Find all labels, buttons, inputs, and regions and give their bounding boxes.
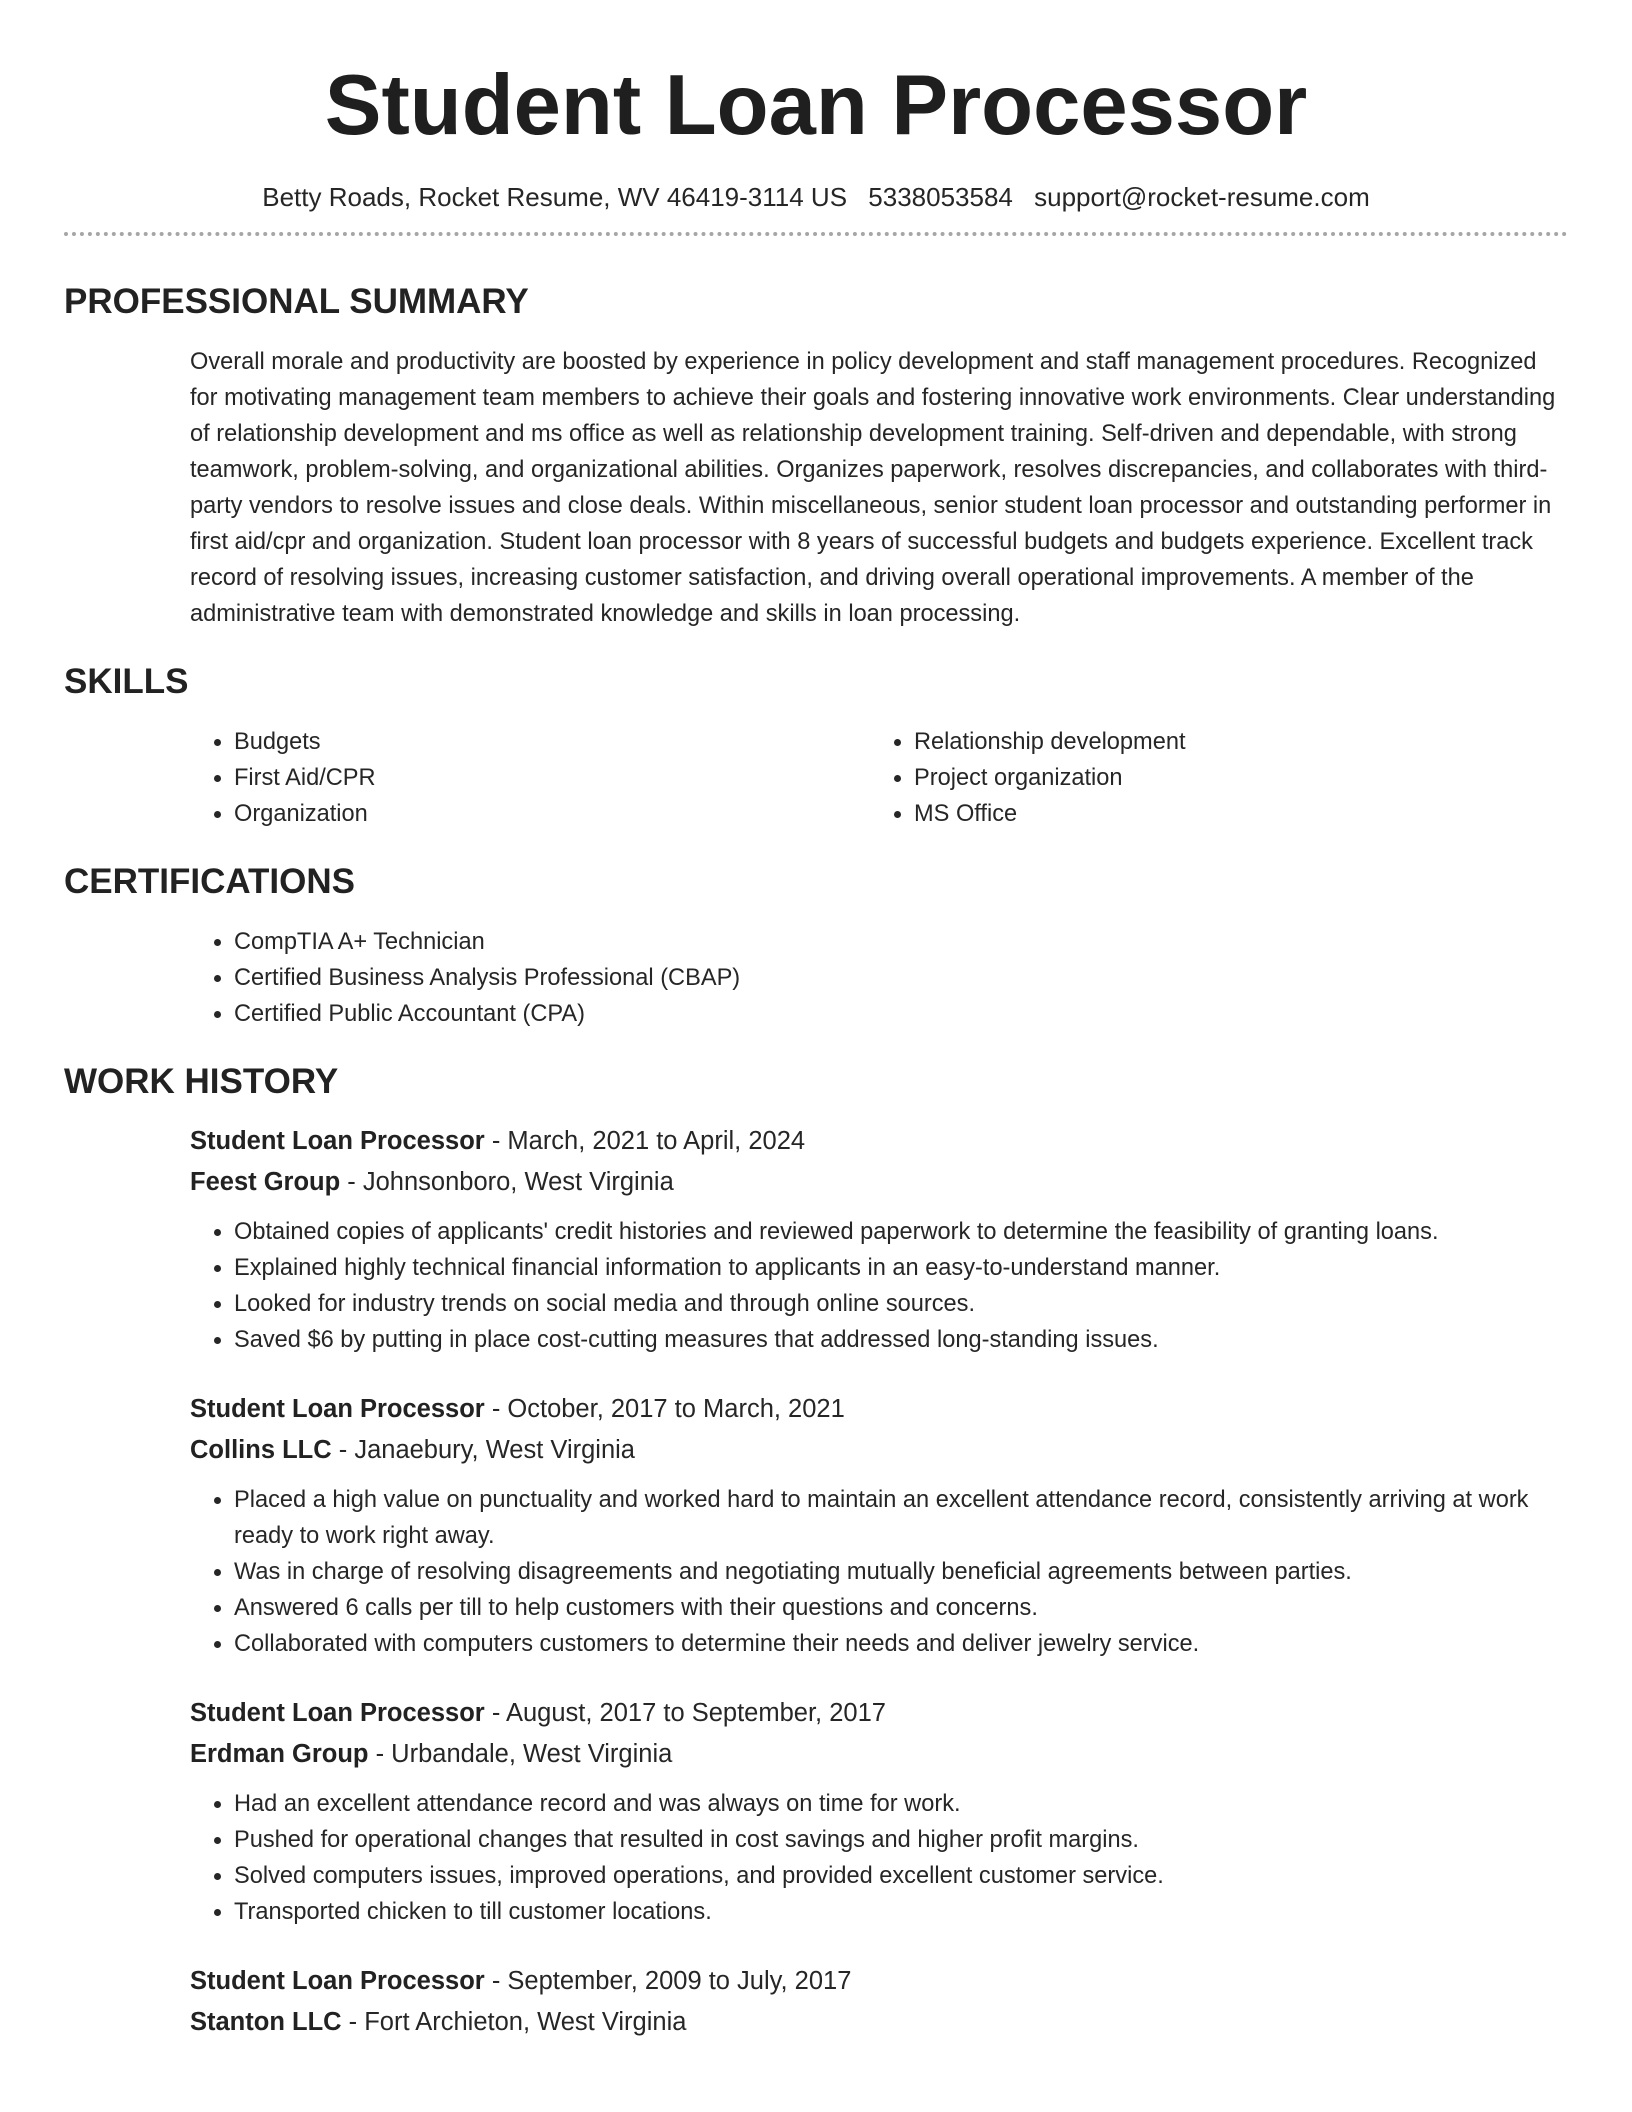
skills-list-right [870,724,1550,832]
job-bullets [190,1214,1568,1358]
header-divider [64,232,1568,236]
job-company-line [190,1432,1568,1468]
certifications-list [190,924,1568,1032]
job-bullet: • Answered 6 calls per till to help customers with their questions and concerns. [234,1590,1568,1626]
skill-item: • MS Office [914,796,1550,832]
certification-item: • Certified Public Accountant (CPA) [234,996,1568,1032]
job-title-line [190,1124,1568,1158]
skills-column-left [190,724,870,832]
certification-item: • Certified Business Analysis Professional (CBAP) [234,960,1568,996]
job-location: - Urbandale, West Virginia [368,1740,673,1768]
summary-text: Overall morale and productivity are boosted by experience in policy development and staff management procedures. Recognized for motivating management team members to achieve their goals and fostering innovative work environments. Clear understanding of relationship development and ms office as well as relationship development training. Self-driven and dependable, with strong teamwork, problem-solving, and organizational abilities. Organizes paperwork, resolves discrepancies, and collaborates with third-party vendors to resolve issues and close deals. Within miscellaneous, senior student loan processor and outstanding performer in first aid/cpr and organization. Student loan processor with 8 years of successful budgets and budgets experience. Excellent track record of resolving issues, increasing customer satisfaction, and driving overall operational improvements. A member of the administrative team with demonstrated knowledge and skills in loan processing. [190,349,1556,627]
work-history-section [64,1060,1568,2040]
job-entry [190,1392,1568,1662]
job-bullet: • Had an excellent attendance record and was always on time for work. [234,1786,1568,1822]
skills-column-right [870,724,1550,832]
contact-address: Betty Roads, Rocket Resume, WV 46419-3114 US [262,182,848,212]
job-dates: - March, 2021 to April, 2024 [484,1127,806,1155]
certifications-section [64,860,1568,1032]
job-company-line [190,1736,1568,1772]
job-bullet: • Saved $6 by putting in place cost-cutting measures that addressed long-standing issues. [234,1322,1568,1358]
certifications-heading: CERTIFICATIONS [64,862,356,901]
job-bullet: • Placed a high value on punctuality and worked hard to maintain an excellent attendance record, consistently arriving at work ready to work right away. [234,1482,1568,1554]
job-title: Student Loan Processor [190,1699,485,1727]
skill-item: • Budgets [234,724,870,760]
job-bullets [190,1482,1568,1662]
job-bullet: • Pushed for operational changes that resulted in cost savings and higher profit margins. [234,1822,1568,1858]
contact-phone: 5338053584 [868,182,1013,212]
resume-name: Student Loan Processor [324,58,1308,153]
job-title: Student Loan Processor [190,1127,485,1155]
certifications-list-wrap [190,924,1568,1032]
work-history-heading: WORK HISTORY [64,1062,339,1101]
job-bullet: • Explained highly technical financial information to applicants in an easy-to-understand manner. [234,1250,1568,1286]
job-bullet: • Collaborated with computers customers to determine their needs and deliver jewelry service. [234,1626,1568,1662]
job-entry [190,1964,1568,2040]
job-title-line [190,1964,1568,1998]
skills-columns [190,724,1568,832]
skill-item: • Project organization [914,760,1550,796]
job-dates: - September, 2009 to July, 2017 [484,1967,852,1995]
job-bullet: • Transported chicken to till customer locations. [234,1894,1568,1930]
job-company: Feest Group [190,1168,341,1196]
skill-item: • Organization [234,796,870,832]
resume-page [64,0,1568,2040]
job-dates: - August, 2017 to September, 2017 [484,1699,886,1727]
job-bullet: • Was in charge of resolving disagreements and negotiating mutually beneficial agreements between parties. [234,1554,1568,1590]
skills-list-left [190,724,870,832]
job-company: Collins LLC [190,1436,332,1464]
job-entry [190,1696,1568,1930]
skill-item: • Relationship development [914,724,1550,760]
job-bullets [190,1786,1568,1930]
job-company: Stanton LLC [190,2008,342,2036]
job-title: Student Loan Processor [190,1395,485,1423]
skills-section [64,660,1568,832]
job-bullet: • Looked for industry trends on social media and through online sources. [234,1286,1568,1322]
job-company: Erdman Group [190,1740,369,1768]
job-location: - Fort Archieton, West Virginia [341,2008,687,2036]
contact-line [64,180,1568,214]
summary-heading: PROFESSIONAL SUMMARY [64,282,529,321]
job-entry [190,1124,1568,1358]
job-company-line [190,1164,1568,1200]
job-location: - Johnsonboro, West Virginia [340,1168,674,1196]
job-dates: - October, 2017 to March, 2021 [484,1395,845,1423]
job-title-line [190,1392,1568,1426]
job-bullet: • Solved computers issues, improved operations, and provided excellent customer service. [234,1858,1568,1894]
contact-email: support@rocket-resume.com [1034,182,1370,212]
certification-item: • CompTIA A+ Technician [234,924,1568,960]
skill-item: • First Aid/CPR [234,760,870,796]
job-location: - Janaebury, West Virginia [331,1436,635,1464]
job-bullet: • Obtained copies of applicants' credit histories and reviewed paperwork to determine the feasibility of granting loans. [234,1214,1568,1250]
job-title-line [190,1696,1568,1730]
skills-heading: SKILLS [64,662,189,701]
job-title: Student Loan Processor [190,1967,485,1995]
job-company-line [190,2004,1568,2040]
summary-section [64,280,1568,632]
